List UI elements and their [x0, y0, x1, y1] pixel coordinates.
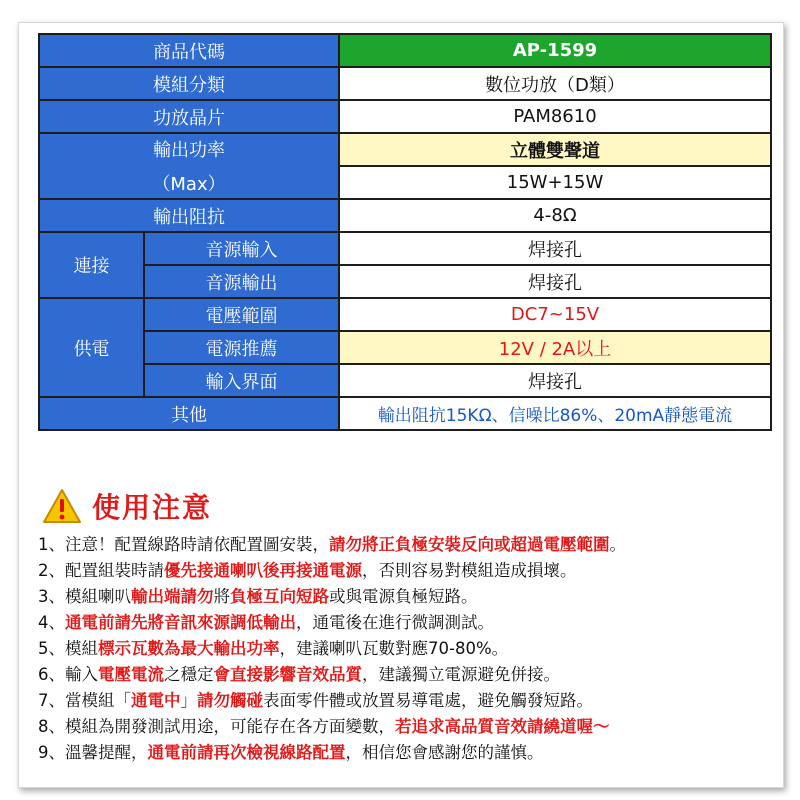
label-power-recommended: 電源推薦 — [144, 331, 339, 364]
label-output-power — [39, 133, 339, 199]
notice-highlight: 通電中 — [131, 691, 181, 710]
notice-text: ，通電後在進行微調測試。 — [296, 613, 494, 632]
notice-highlight: 會直接影響音效品質 — [213, 665, 362, 684]
label-amp-chip: 功放晶片 — [39, 100, 339, 133]
spec-table — [38, 33, 772, 431]
notice-text: 溫馨提醒， — [65, 743, 148, 762]
notice-number: 8、 — [38, 717, 65, 736]
notice-number: 9、 — [38, 743, 65, 762]
label-output-power-line2: （Max） — [152, 174, 226, 195]
label-output-impedance: 輸出阻抗 — [39, 199, 339, 232]
notice-highlight: 電壓電流 — [98, 665, 164, 684]
label-voltage-range: 電壓範圍 — [144, 298, 339, 331]
notice-header — [42, 486, 212, 526]
notice-text: 配置組裝時請 — [65, 561, 164, 580]
notice-highlight: 通電前請再次檢視線路配置 — [147, 743, 346, 762]
notice-item — [38, 558, 788, 584]
row-audio-in — [39, 232, 771, 265]
notice-text: 輸入 — [65, 665, 98, 684]
notice-text: 當模組「 — [65, 691, 131, 710]
value-output-power-channels: 立體雙聲道 — [339, 133, 771, 166]
row-audio-out — [39, 265, 771, 298]
notice-highlight: 請勿觸碰 — [197, 691, 263, 710]
row-module-type — [39, 67, 771, 100]
value-audio-out: 焊接孔 — [339, 265, 771, 298]
label-product-code: 商品代碼 — [39, 34, 339, 67]
value-output-impedance: 4-8Ω — [339, 199, 771, 232]
warning-triangle-icon — [42, 488, 82, 524]
notice-item — [38, 532, 788, 558]
notice-list — [38, 532, 788, 766]
label-audio-out: 音源輸出 — [144, 265, 339, 298]
notice-number: 4、 — [38, 613, 65, 632]
notice-text: 注意！配置線路時請依配置圖安裝， — [65, 535, 329, 554]
notice-highlight: 請勿將正負極安裝反向或超過電壓範圍 — [329, 535, 610, 554]
notice-text: 模組喇叭 — [65, 587, 131, 606]
row-power-recommended — [39, 331, 771, 364]
notice-number: 6、 — [38, 665, 65, 684]
label-audio-in: 音源輸入 — [144, 232, 339, 265]
notice-text: 」 — [180, 691, 197, 710]
value-amp-chip: PAM8610 — [339, 100, 771, 133]
notice-text: 模組為開發測試用途，可能存在各方面變數， — [65, 717, 395, 736]
notice-highlight: 若追求高品質音效請繞道喔～ — [395, 717, 610, 736]
row-product-code — [39, 34, 771, 67]
notice-text: 模組 — [65, 639, 98, 658]
notice-highlight: 通電前請先將音訊來源調低輸出 — [65, 613, 296, 632]
row-output-power-1 — [39, 133, 771, 166]
notice-highlight: 負極互向短路 — [230, 587, 329, 606]
row-voltage-range — [39, 298, 771, 331]
value-other: 輸出阻抗15KΩ、信噪比86%、20mA靜態電流 — [339, 397, 771, 430]
value-input-interface: 焊接孔 — [339, 364, 771, 397]
notice-text: ，相信您會感謝您的謹慎。 — [345, 743, 544, 762]
notice-text: 將 — [213, 587, 230, 606]
value-product-code: AP-1599 — [339, 34, 771, 67]
notice-highlight: 輸出端請勿 — [131, 587, 214, 606]
notice-title: 使用注意 — [92, 491, 213, 524]
notice-item — [38, 584, 788, 610]
notice-item — [38, 662, 788, 688]
value-output-power-watts: 15W+15W — [339, 166, 771, 199]
label-output-power-line1: 輸出功率 — [153, 140, 225, 161]
value-module-type: 數位功放（D類） — [339, 67, 771, 100]
notice-number: 2、 — [38, 561, 65, 580]
row-input-interface — [39, 364, 771, 397]
notice-highlight: 標示瓦數為最大輸出功率 — [98, 639, 280, 658]
notice-text: 表面零件體或放置易導電處，避免觸發短路。 — [263, 691, 593, 710]
notice-text: ，建議喇叭瓦數對應70-80%。 — [279, 639, 509, 658]
label-other: 其他 — [39, 397, 339, 430]
group-connection: 連接 — [39, 232, 144, 298]
notice-item — [38, 740, 788, 766]
notice-item — [38, 714, 788, 740]
notice-number: 3、 — [38, 587, 65, 606]
value-voltage-range: DC7~15V — [339, 298, 771, 331]
row-amp-chip — [39, 100, 771, 133]
notice-item — [38, 688, 788, 714]
notice-text: 。 — [609, 535, 626, 554]
notice-number: 7、 — [38, 691, 65, 710]
notice-number: 1、 — [38, 535, 65, 554]
notice-number: 5、 — [38, 639, 65, 658]
notice-item — [38, 610, 788, 636]
value-power-recommended: 12V / 2A以上 — [339, 331, 771, 364]
notice-text: 之穩定 — [164, 665, 214, 684]
notice-text: ，建議獨立電源避免併接。 — [362, 665, 560, 684]
notice-highlight: 優先接通喇叭後再接通電源 — [164, 561, 362, 580]
label-module-type: 模組分類 — [39, 67, 339, 100]
value-audio-in: 焊接孔 — [339, 232, 771, 265]
group-power: 供電 — [39, 298, 144, 397]
row-other — [39, 397, 771, 430]
label-input-interface: 輸入界面 — [144, 364, 339, 397]
notice-text: 或與電源負極短路。 — [329, 587, 478, 606]
row-output-impedance — [39, 199, 771, 232]
notice-text: ，否則容易對模組造成損壞。 — [362, 561, 577, 580]
notice-item — [38, 636, 788, 662]
